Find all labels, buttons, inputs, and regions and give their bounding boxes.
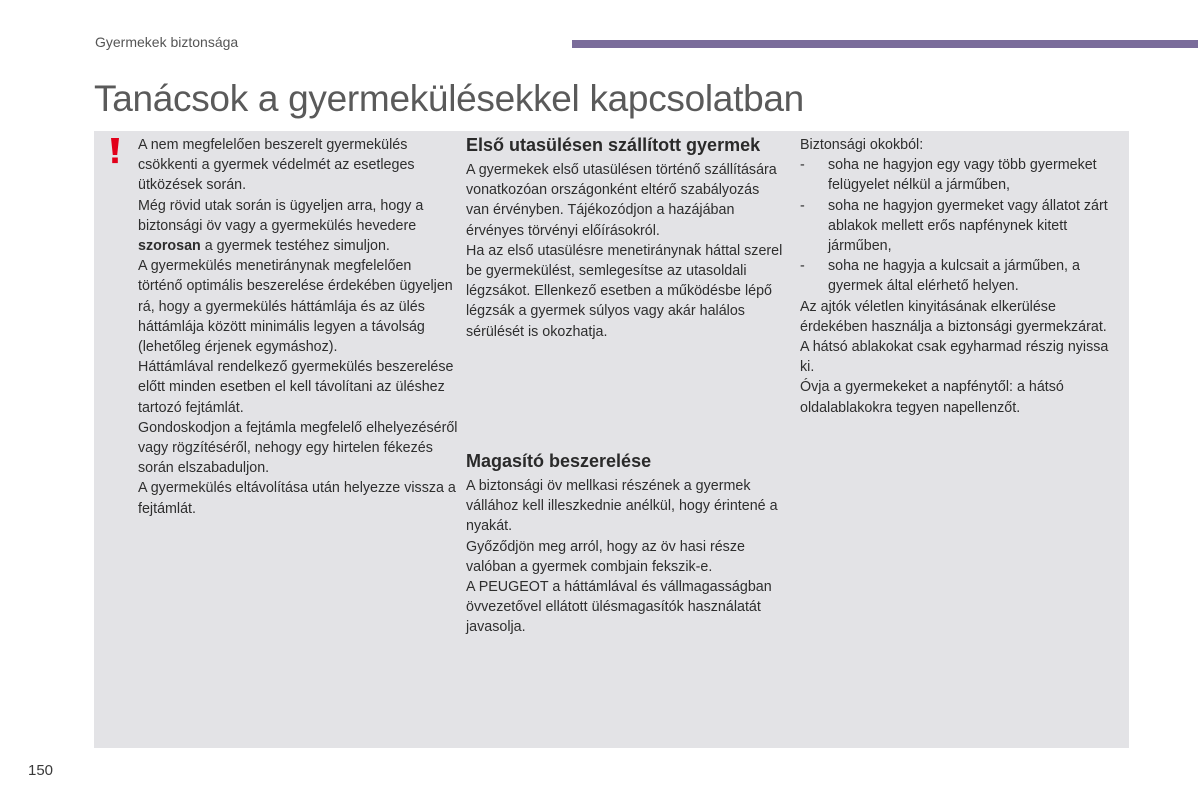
warning-text: a gyermek testéhez simuljon. xyxy=(204,238,390,255)
warning-column xyxy=(138,135,458,519)
middle-column xyxy=(466,135,784,636)
header-accent-bar xyxy=(572,40,1198,48)
warning-paragraph: A gyermekülés menetiránynak megfelelően történő optimális beszerelése érdekében ügyeljen rá, hogy a gyermekülés háttámlája és az ülés háttámlája között minimális legyen a távolság (lehetőleg érjenek egymáshoz). xyxy=(138,258,453,356)
page-title: Tanácsok a gyermekülésekkel kapcsolatban xyxy=(94,78,804,119)
safety-paragraph: Az ajtók véletlen kinyitásának elkerülése érdekében használja a biztonsági gyermekzárat. xyxy=(800,298,1107,335)
section-paragraph: Ha az első utasülésre menetiránynak háttal szerel be gyermekülést, semlegesítse az utasoldali légzsákot. Ellenkező esetben a működésbe lépő légzsák a gyermek súlyos vagy akár halálos sérülését is okozhatja. xyxy=(466,242,783,340)
exclamation-icon xyxy=(108,138,122,164)
list-dash: - xyxy=(800,258,805,275)
list-dash: - xyxy=(800,157,805,174)
section-label: Gyermekek biztonsága xyxy=(95,34,239,50)
safety-paragraph: Óvja a gyermekeket a napfénytől: a hátsó oldalablakokra tegyen napellenzőt. xyxy=(800,379,1064,416)
warning-paragraph: Gondoskodjon a fejtámla megfelelő elhelyezéséről vagy rögzítéséről, nehogy egy hirtelen fékezés során elszabaduljon. xyxy=(138,419,458,477)
warning-paragraph: A nem megfelelően beszerelt gyermekülés csökkenti a gyermek védelmét az esetleges ütközések során. xyxy=(138,137,415,194)
section-paragraph: A PEUGEOT a háttámlával és vállmagasságban övvezetővel ellátott ülésmagasítók használatát javasolja. xyxy=(466,579,772,636)
list-item-text: soha ne hagyja a kulcsait a járműben, a gyermek által elérhető helyen. xyxy=(828,258,1080,295)
safety-column xyxy=(800,135,1118,418)
emphasis-text: szorosan xyxy=(138,238,201,255)
list-item-text: soha ne hagyjon egy vagy több gyermeket felügyelet nélkül a járműben, xyxy=(828,157,1097,194)
safety-paragraph: A hátsó ablakokat csak egyharmad részig nyissa ki. xyxy=(800,339,1109,376)
list-item xyxy=(800,155,1118,195)
list-item-text: soha ne hagyjon gyermeket vagy állatot zárt ablakok mellett erős napfénynek kitett járműben, xyxy=(828,197,1108,255)
safety-intro: Biztonsági okokból: xyxy=(800,137,924,153)
section-heading: Első utasülésen szállított gyermek xyxy=(466,135,761,155)
list-item xyxy=(800,256,1118,296)
section-paragraph: Győződjön meg arról, hogy az öv hasi része valóban a gyermek combjain fekszik-e. xyxy=(466,538,745,575)
warning-text: Még rövid utak során is ügyeljen arra, hogy a biztonsági öv vagy a gyermekülés hevedere xyxy=(138,197,424,234)
front-seat-section xyxy=(466,135,784,342)
list-item xyxy=(800,196,1118,257)
booster-section xyxy=(466,451,784,638)
warning-paragraph: A gyermekülés eltávolítása után helyezze vissza a fejtámlát. xyxy=(138,480,456,517)
page-number: 150 xyxy=(28,762,54,779)
section-heading: Magasító beszerelése xyxy=(466,451,652,471)
section-paragraph: A biztonsági öv mellkasi részének a gyermek vállához kell illeszkednie anélkül, hogy érintené a nyakát. xyxy=(466,478,778,535)
safety-list xyxy=(800,155,1118,296)
warning-paragraph: Háttámlával rendelkező gyermekülés beszerelése előtt minden esetben el kell távolítani az üléshez tartozó fejtámlát. xyxy=(138,359,454,416)
section-paragraph: A gyermekek első utasülésen történő szállítására vonatkozóan országonként eltérő szabályozás van érvényben. Tájékozódjon a hazájában érvényes törvényi előírásokról. xyxy=(466,162,777,239)
list-dash: - xyxy=(800,197,805,214)
warning-paragraph xyxy=(138,196,458,257)
